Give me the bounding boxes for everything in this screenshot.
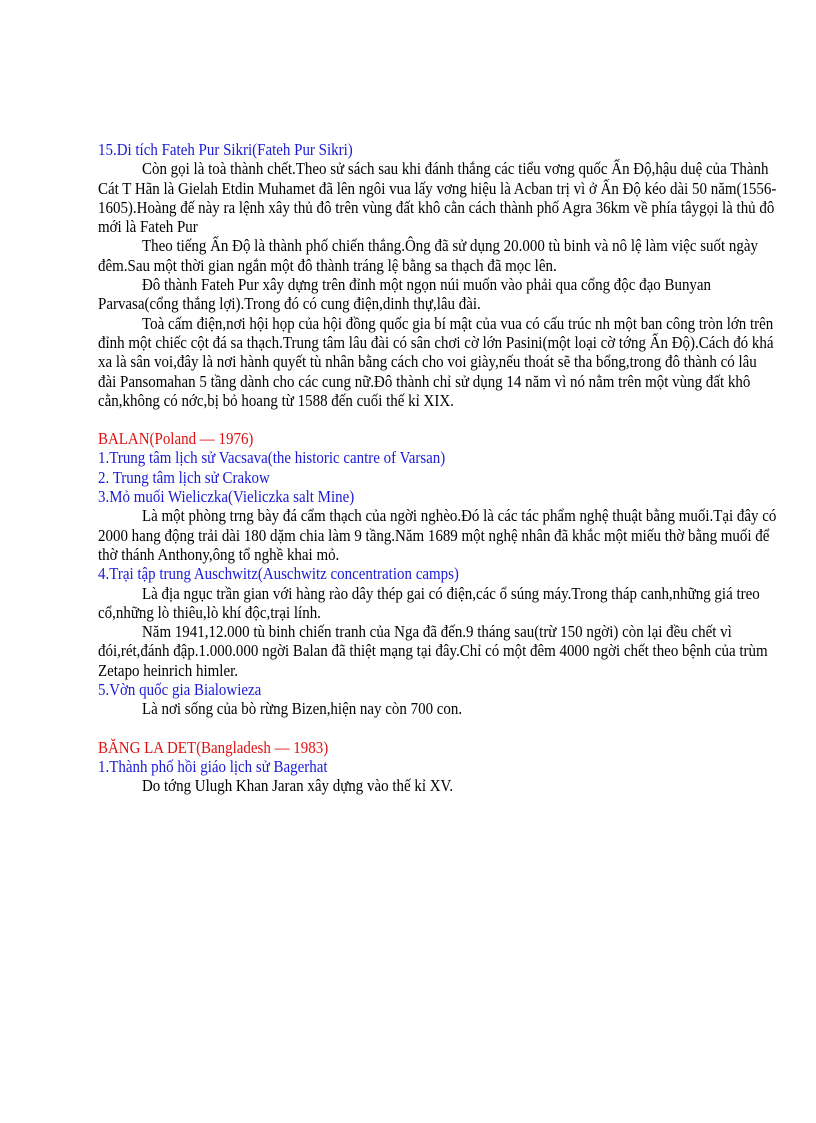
country-heading-balan: BALAN(Poland — 1976) [98,429,254,449]
document-page [98,140,777,796]
country-heading-bangladesh: BĂNG LA DET(Bangladesh — 1983) [98,737,329,757]
site-item-heading: 4.Trại tập trung Auschwitz(Auschwitz concentration camps) [98,564,459,584]
site-item-heading: 5.Vờn quốc gia Bialowieza [98,680,262,700]
spacer [98,719,696,738]
site-item-heading: 2. Trung tâm lịch sử Crakow [98,467,270,487]
paragraph: Do tớng Ulugh Khan Jaran xây dựng vào thế kỉ XV. [142,776,454,796]
site-item-heading: 1.Trung tâm lịch sử Vacsava(the historic cantre of Varsan) [98,448,446,468]
paragraph: Còn gọi là toà thành chết.Theo sử sách sau khi đánh thắng các tiểu vơng quốc Ấn Độ,hậu duệ của Thành Cát T Hãn là Gielah Etdin Muhamet đã lên ngôi vua lấy vơng hiệu là Acban trị vì ở Ấn Độ kéo dài 50 năm(1556-1605).Hoàng đế này ra lệnh xây thủ đô trên vùng đất khô cằn cách thành phố Agra 36km về phía tâygọi là thủ đô mới là Fateh Pur [98,159,777,237]
site-item-heading: 3.Mỏ muối Wieliczka(Vieliczka salt Mine) [98,487,355,507]
paragraph: Là nơi sống của bò rừng Bizen,hiện nay còn 700 con. [142,699,463,719]
paragraph: Là một phòng trng bày đá cẩm thạch của ngời nghèo.Đó là các tác phẩm nghệ thuật bằng muối.Tại đây có 2000 hang động trải dài 180 dặm chia làm 9 tầng.Năm 1689 một nghệ nhân đã khắc một miếu thờ bằng muối để thờ thánh Anthony,ông tổ nghề khai mỏ. [98,506,777,564]
paragraph: Đô thành Fateh Pur xây dựng trên đỉnh một ngọn núi muốn vào phải qua cổng độc đạo Bunyan Parvasa(cổng thắng lợi).Trong đó có cung điện,dinh thự,lâu đài. [98,275,712,314]
paragraph: Toà cấm điện,nơi hội họp của hội đồng quốc gia bí mật của vua có cấu trúc nh một ban công tròn lớn trên đỉnh một chiếc cột đá sa thạch.Trung tâm lâu đài có sân chơi cờ lớn Pasini(một loại cờ tớng Ấn Độ).Cách đó khá xa là sân voi,đây là nơi hành quyết tù nhân bằng cách cho voi giày,nếu thoát sẽ tha bổng,trong đô thành có lâu đài Pansomahan 5 tầng dành cho các cung nữ.Đô thành chỉ sử dụng 14 năm vì nó nằm trên một vùng đất khô cằn,không có nớc,bị bỏ hoang từ 1588 đến cuối thế kỉ XIX. [98,313,774,410]
section-heading-fateh-pur-sikri: 15.Di tích Fateh Pur Sikri(Fateh Pur Sikri) [98,140,353,159]
paragraph: Là địa ngục trần gian với hàng rào dây thép gai có điện,các ổ súng máy.Trong tháp canh,những giá treo cổ,những lò thiêu,lò khí độc,trại lính. [98,583,760,622]
paragraph: Theo tiếng Ấn Độ là thành phố chiến thắng.Ông đã sử dụng 20.000 tù binh và nô lệ làm việc suốt ngày đêm.Sau một thời gian ngắn một đô thành tráng lệ bằng sa thạch đã mọc lên. [98,236,758,275]
paragraph: Năm 1941,12.000 tù binh chiến tranh của Nga đã đến.9 tháng sau(trừ 150 ngời) còn lại đều chết vì đói,rét,đánh đập.1.000.000 ngời Balan đã thiệt mạng tại đây.Chỉ có một đêm 4000 ngời chết theo bệnh của trùm Zetapo heinrich himler. [98,622,768,680]
spacer [98,410,696,429]
site-item-heading: 1.Thành phố hồi giáo lịch sử Bagerhat [98,756,328,776]
